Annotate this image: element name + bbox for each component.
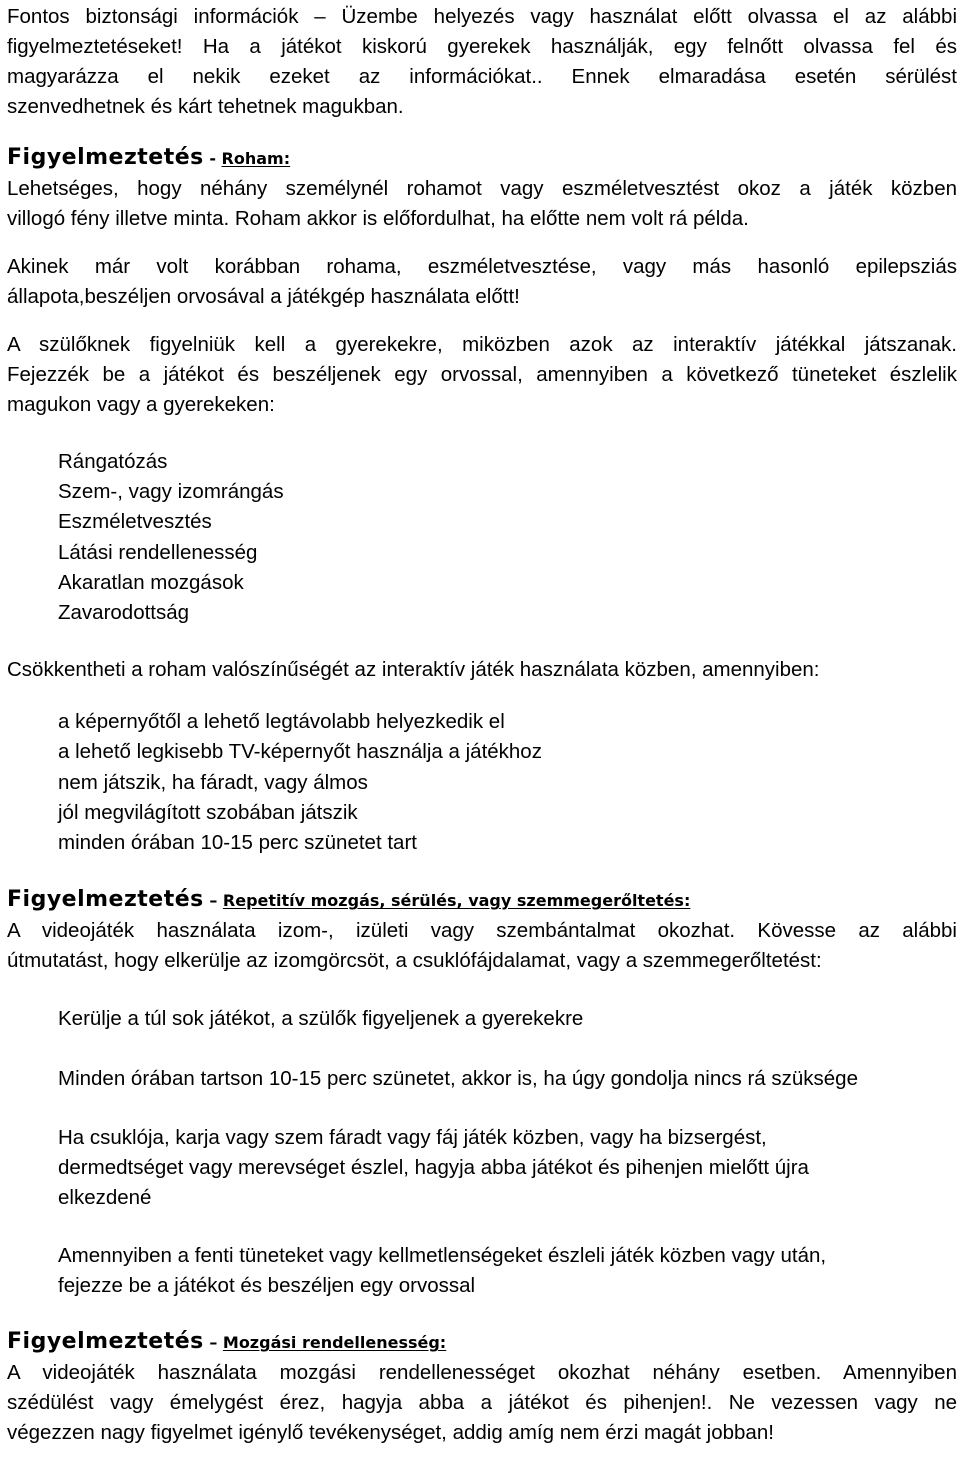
intro-line: figyelmeztetéseket! Ha a játékot kiskorú gyerekek használják, egy felnőtt olvassa fel és bbox=[7, 35, 957, 58]
strain-item bbox=[7, 1004, 957, 1034]
list-item: a lehető legkisebb TV-képernyőt használja a játékhoz bbox=[58, 740, 542, 764]
warning-subtitle: Repetitív mozgás, sérülés, vagy szemmegerőltetés: bbox=[222, 891, 691, 911]
intro-line: szenvedhetnek és kárt tehetnek magukban. bbox=[7, 95, 404, 118]
warning-strain-text bbox=[7, 916, 957, 976]
paragraph-line: Akinek már volt korábban rohama, eszméletvesztése, vagy más hasonló epilepsziás bbox=[7, 255, 957, 278]
heading-separator: – bbox=[203, 1333, 223, 1353]
warning-strain-heading bbox=[7, 884, 957, 916]
paragraph-line: szédülést vagy émelygést érez, hagyja abba a játékot és pihenjen!. Ne vezessen vagy ne bbox=[7, 1391, 957, 1415]
paragraph-line: végezzen nagy figyelmet igénylő tevékenységet, addig amíg nem érzi magát jobban! bbox=[7, 1421, 774, 1445]
symptom-list bbox=[7, 447, 957, 628]
epilepsy-paragraph bbox=[7, 252, 957, 312]
heading-separator: – bbox=[203, 891, 223, 911]
list-item: a képernyőtől a lehető legtávolabb helyezkedik el bbox=[58, 710, 505, 734]
paragraph-line: Minden órában tartson 10-15 perc szünetet, akkor is, ha úgy gondolja nincs rá szüksége bbox=[58, 1067, 858, 1091]
paragraph-line: dermedtséget vagy merevséget észlel, hagyja abba játékot és pihenjen mielőtt újra bbox=[58, 1156, 809, 1180]
list-item: nem játszik, ha fáradt, vagy álmos bbox=[58, 770, 368, 794]
intro-line: Fontos biztonsági információk – Üzembe helyezés vagy használat előtt olvassa el az alábbi bbox=[7, 5, 957, 28]
list-item: Zavarodottság bbox=[58, 601, 190, 625]
warning-label: Figyelmeztetés bbox=[7, 887, 204, 913]
paragraph-line: állapota,beszéljen orvosával a játékgép használata előtt! bbox=[7, 285, 520, 308]
list-item: Akaratlan mozgások bbox=[58, 570, 244, 594]
list-item: jól megvilágított szobában játszik bbox=[58, 800, 358, 824]
warning-label: Figyelmeztetés bbox=[7, 145, 204, 170]
strain-item bbox=[7, 1064, 957, 1094]
paragraph-line: magukon vagy a gyerekeken: bbox=[7, 393, 275, 416]
paragraph-line: fejezze be a játékot és beszéljen egy orvossal bbox=[58, 1274, 476, 1298]
warning-motion-text bbox=[7, 1358, 957, 1448]
list-item: minden órában 10-15 perc szünetet tart bbox=[58, 831, 417, 855]
paragraph-line: villogó fény illetve minta. Roham akkor is előfordulhat, ha előtte nem volt rá példa. bbox=[7, 207, 749, 230]
paragraph-line: A szülőknek figyelniük kell a gyerekekre, miközben azok az interaktív játékkal játszanak. bbox=[7, 333, 957, 356]
strain-item bbox=[7, 1241, 957, 1301]
list-item: Szem-, vagy izomrángás bbox=[58, 480, 284, 504]
paragraph-line: Amennyiben a fenti tüneteket vagy kellmetlenségeket észleli játék közben vagy után, bbox=[58, 1244, 827, 1268]
list-item: Eszméletvesztés bbox=[58, 510, 212, 534]
warning-motion-heading bbox=[7, 1326, 957, 1358]
heading-separator: - bbox=[203, 149, 222, 168]
warning-seizure-text bbox=[7, 174, 957, 234]
warning-label: Figyelmeztetés bbox=[7, 1329, 204, 1355]
paragraph-line: Ha csuklója, karja vagy szem fáradt vagy fáj játék közben, vagy ha bizsergést, bbox=[58, 1126, 767, 1150]
paragraph-line: Fejezzék be a játékot és beszéljenek egy orvossal, amennyiben a következő tüneteket észlelik bbox=[7, 363, 957, 386]
strain-item bbox=[7, 1123, 957, 1213]
intro-paragraph bbox=[7, 2, 957, 122]
paragraph-line: Kerülje a túl sok játékot, a szülők figyeljenek a gyerekekre bbox=[58, 1007, 584, 1031]
reduce-intro: Csökkentheti a roham valószínűségét az interaktív játék használata közben, amennyiben: bbox=[7, 658, 820, 682]
document-page bbox=[7, 2, 957, 1448]
paragraph-line: A videojáték használata izom-, izületi vagy szembántalmat okozhat. Kövesse az alábbi bbox=[7, 919, 957, 943]
list-item: Látási rendellenesség bbox=[58, 540, 258, 564]
paragraph-line: útmutatást, hogy elkerülje az izomgörcsöt, a csuklófájdalamat, vagy a szemmegerőltetést: bbox=[7, 949, 822, 973]
paragraph-line: Lehetséges, hogy néhány személynél rohamot vagy eszméletvesztést okoz a játék közben bbox=[7, 177, 957, 200]
paragraph-line: elkezdené bbox=[58, 1186, 152, 1210]
list-item: Rángatózás bbox=[58, 450, 168, 473]
intro-line: magyarázza el nekik ezeket az információkat.. Ennek elmaradása esetén sérülést bbox=[7, 65, 957, 88]
paragraph-line: A videojáték használata mozgási rendellenességet okozhat néhány esetben. Amennyiben bbox=[7, 1361, 957, 1385]
warning-subtitle: Mozgási rendellenesség: bbox=[222, 1333, 447, 1353]
tips-list bbox=[7, 707, 957, 858]
warning-subtitle: Roham: bbox=[221, 149, 291, 168]
warning-seizure-heading bbox=[7, 142, 957, 174]
parents-paragraph bbox=[7, 330, 957, 420]
